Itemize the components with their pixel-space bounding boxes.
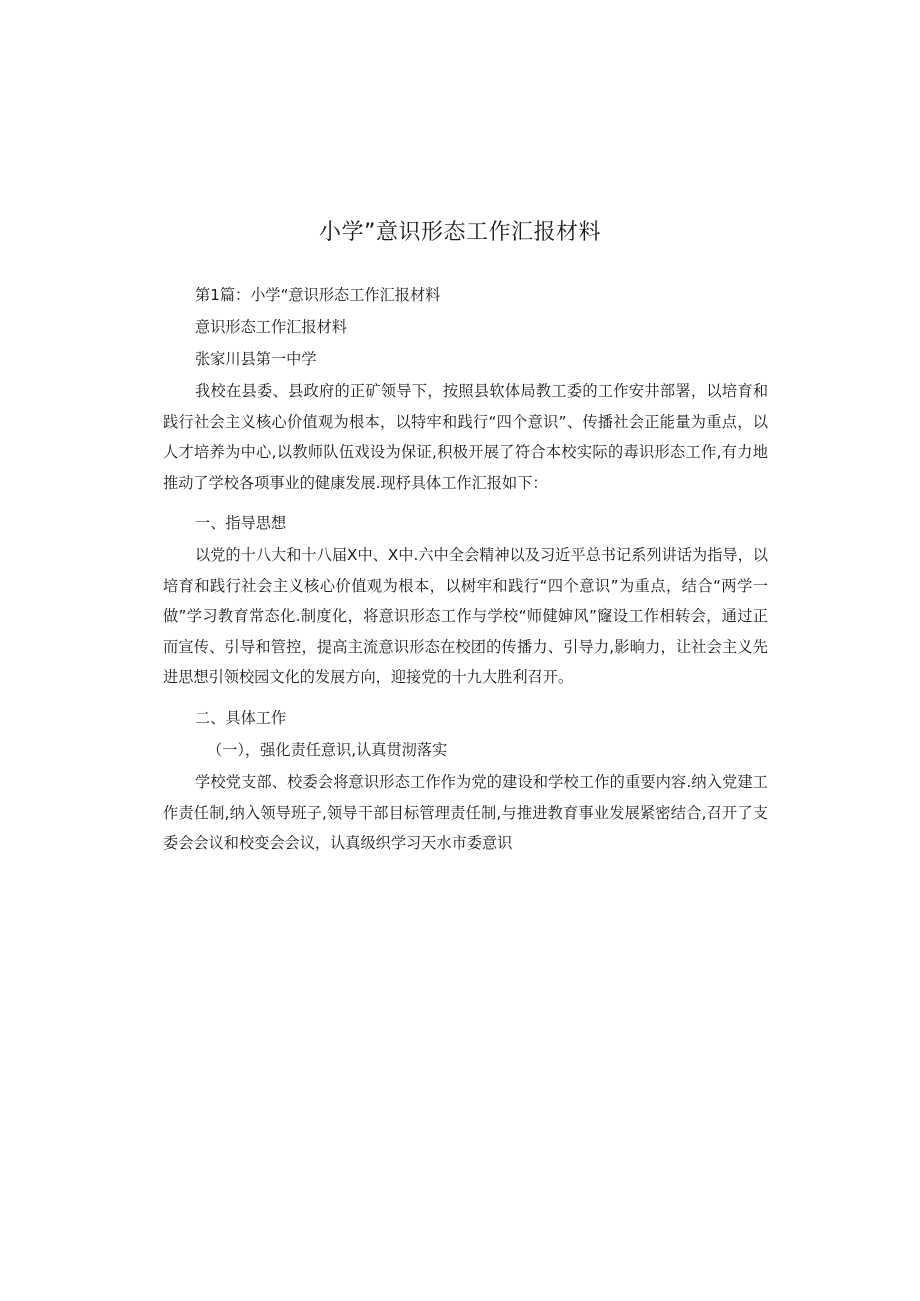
school-name: 张家川县第一中学 (195, 350, 317, 368)
guiding-thought-paragraph: 以党的十八大和十八届X中、X中.六中全会精神以及习近平总书记系列讲话为指导，以培育和践行社会主义核心价值观为根本，以树牢和践行“四个意识”为重点，结合“两学一做”学习教育常态化.制度化，将意识形态工作与学校“师健婶风”窿设工作相转会，通过正而宣传、引导和管控，提高主流意识形态在校团的传播力、引导力,影晌力，让社会主义先进思想引领校园文化的发展方向，迎接党的十九大胜利召开。 (163, 546, 768, 687)
intro-paragraph: 我校在县委、县政府的正矿领导下，按照县软体局教工委的工作安井部署，以培育和践行社会主义核心价值观为根本，以特牢和践行“四个意识”、传播社会正能量为重点，以人才培养为中心,以教师队伍戏设为保证,积极开展了符合本校实际的毒识形态工作,有力地推动了学校各项事业的健康发展.现杼具体工作汇报如下： (163, 382, 768, 492)
section-heading-specific-work: 二、具体工作 (195, 709, 287, 727)
section-heading-guiding-thought: 一、指导思想 (195, 514, 287, 532)
chapter-heading: 第1篇：小学“意识形态工作汇报材料 (195, 286, 441, 304)
subsection-heading-responsibility: （一），强化责任意识,认真贯沏落实 (207, 741, 448, 759)
document-title: 小学”意识形态工作汇报材料 (319, 220, 601, 245)
responsibility-paragraph: 学校党支部、校委会将意识形态工作作为党的建设和学校工作的重要内容.纳入党建工作责任制,纳入领导班子,领导干部目标管理责任制,与推进教育事业发展紧密结合,召开了支委会会议和校变会会议，认真级织学习天水市委意识 (163, 773, 768, 853)
subtitle: 意识形态工作汇报材料 (195, 318, 347, 336)
